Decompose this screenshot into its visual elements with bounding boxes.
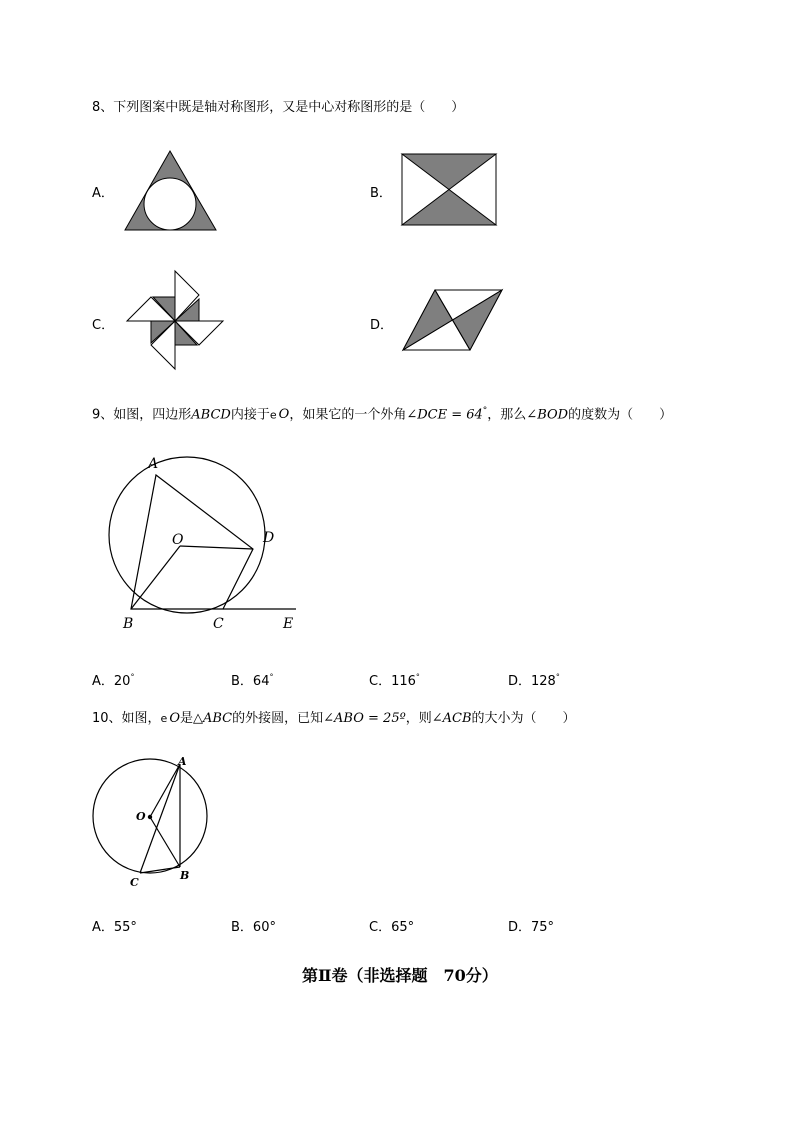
q10-circle-symbol: e: [160, 712, 168, 725]
q9-option-b-text: B．64: [231, 674, 270, 689]
q9-label-e: E: [283, 616, 294, 632]
q10-stem-part5: 的大小为（ ）: [471, 711, 576, 726]
section-title: 第Ⅱ卷（非选择题 70分）: [302, 966, 498, 985]
q10-circle-o: O: [169, 711, 180, 726]
q9-option-a-text: A．20: [92, 674, 131, 689]
q10-angle-acb: ∠ACB: [431, 711, 472, 726]
q9-label-c: C: [213, 616, 224, 632]
q8-figure-b-rectangle-hourglass: [401, 153, 501, 228]
q9-label-d: D: [263, 530, 275, 546]
q10-label-b: B: [180, 869, 190, 882]
q9-label-b: B: [123, 616, 134, 632]
q9-degree: °: [482, 406, 488, 416]
q9-option-d-text: D．128: [508, 674, 556, 689]
q9-angle-bod: ∠BOD: [526, 407, 569, 423]
q9-option-d: [508, 670, 560, 689]
q10-option-c: C．65°: [369, 920, 415, 935]
q9-option-c-text: C．116: [369, 674, 416, 689]
q9-option-a: [92, 670, 134, 689]
q10-triangle-abc: ABC: [203, 711, 233, 726]
q10-label-o: O: [136, 810, 146, 823]
q9-stem-part1: 9、如图，四边形: [92, 407, 192, 423]
q10-stem-part3: 的外接圆，已知: [232, 711, 324, 726]
q10-figure: [88, 752, 228, 892]
q9-stem-part3: ，如果它的一个外角: [289, 407, 407, 423]
q9-quad-abcd: ABCD: [191, 407, 231, 423]
q10-option-d: D．75°: [508, 920, 555, 935]
q9-stem-part4: ，那么: [487, 407, 527, 423]
q10-stem-part1: 10、如图，: [92, 711, 161, 726]
q8-option-a: A．: [92, 186, 114, 201]
q10-option-b: B．60°: [231, 920, 276, 935]
q8-option-b: B．: [370, 186, 392, 201]
q9-angle-dce: ∠DCE = 64: [406, 407, 483, 423]
q9-stem: [92, 403, 672, 423]
q9-circle-o: O: [278, 407, 290, 423]
q9-option-c-degree: °: [415, 672, 420, 682]
q9-circle-symbol: e: [269, 408, 277, 422]
q8-figure-c-pinwheel: [125, 271, 225, 371]
q10-angle-abo: ∠ABO = 25º: [323, 711, 406, 726]
q10-stem-part2: 是△: [180, 711, 203, 726]
q9-option-a-degree: °: [130, 672, 135, 682]
q10-label-c: C: [130, 876, 139, 889]
q10-option-a: A．55°: [92, 920, 137, 935]
q9-option-b: [231, 670, 273, 689]
q8-figure-a-triangle-with-circle: [122, 148, 222, 238]
q9-option-d-degree: °: [555, 672, 560, 682]
q9-stem-part5: 的度数为（ ）: [568, 407, 673, 423]
q10-label-a: A: [178, 755, 187, 768]
q8-figure-d-parallelogram: [401, 288, 511, 358]
q9-label-o: O: [172, 532, 184, 548]
q10-stem-part4: ，则: [405, 711, 432, 726]
q10-stem: [92, 711, 576, 727]
q8-option-c: C．: [92, 318, 115, 333]
q9-option-b-degree: °: [269, 672, 274, 682]
q8-stem: 8、下列图案中既是轴对称图形，又是中心对称图形的是（ ）: [92, 100, 465, 115]
q8-option-d: D．: [370, 318, 394, 333]
q9-figure: [90, 448, 350, 648]
q9-option-c: [369, 670, 420, 689]
q9-label-a: A: [148, 456, 159, 472]
q9-stem-part2: 内接于: [230, 407, 270, 423]
